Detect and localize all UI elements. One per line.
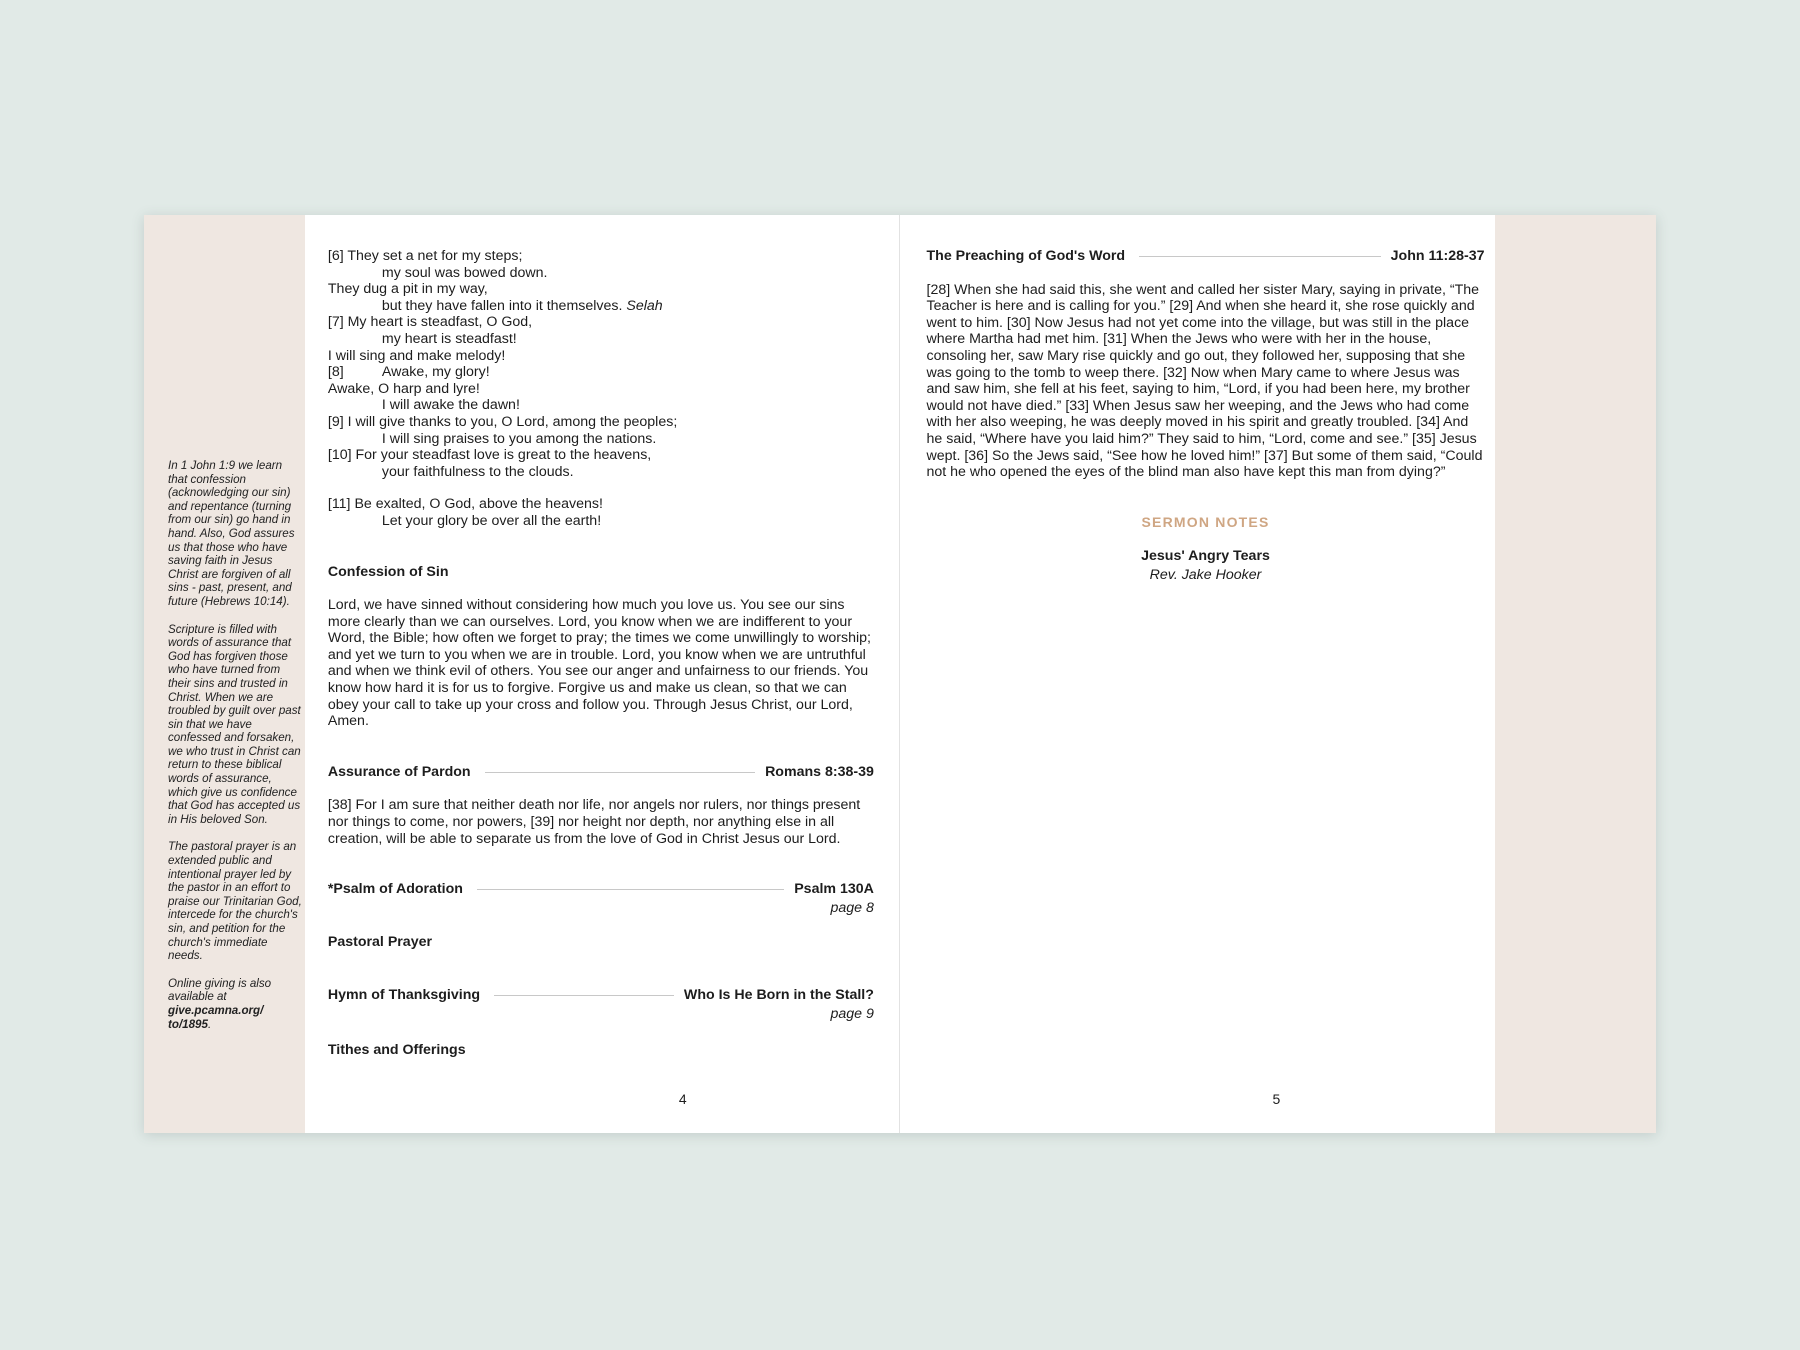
adoration-reference: Psalm 130A bbox=[794, 881, 874, 898]
adoration-heading: *Psalm of Adoration bbox=[327, 881, 463, 898]
sidebar-notes bbox=[168, 459, 302, 1045]
assurance-heading: Assurance of Pardon bbox=[327, 763, 471, 780]
psalm-line-text: but they have fallen into it themselves. bbox=[381, 297, 623, 314]
leader-rule bbox=[1139, 256, 1381, 257]
giving-prefix: Online giving is also available at bbox=[168, 976, 272, 1004]
assurance-reference: Romans 8:38-39 bbox=[765, 763, 874, 780]
tithes-heading: Tithes and Offerings bbox=[327, 1042, 466, 1059]
confession-heading: Confession of Sin bbox=[327, 563, 449, 580]
leader-rule bbox=[494, 995, 674, 996]
psalm-line: [6] They set a net for my steps; bbox=[327, 248, 523, 264]
psalm-line: They dug a pit in my way, bbox=[327, 281, 488, 298]
preaching-heading: The Preaching of God's Word bbox=[926, 248, 1126, 264]
leader-rule bbox=[477, 889, 784, 890]
preaching-reference: John 11:28-37 bbox=[1390, 248, 1485, 264]
sidebar-note-giving bbox=[168, 977, 302, 1031]
psalm-line bbox=[328, 364, 874, 381]
psalm-line: I will awake the dawn! bbox=[381, 397, 520, 414]
sidebar-note-prayer: The pastoral prayer is an extended public and intentional prayer led by the pastor in an effort to praise our Trinitarian God, intercede for the church's sin, and petition for the church's immediate needs. bbox=[168, 840, 302, 963]
page-5-content bbox=[927, 248, 1485, 584]
page-number: 4 bbox=[678, 1091, 687, 1107]
assurance-text: [38] For I am sure that neither death nor life, nor angels nor rulers, nor things present nor things to come, nor powers, [39] nor height nor depth, nor anything else in all creation, will be able to separate us from the love of God in Christ Jesus our Lord. bbox=[327, 797, 861, 847]
psalm-line: [7] My heart is steadfast, O God, bbox=[327, 314, 533, 331]
verse-number: [8] bbox=[327, 364, 344, 381]
hymn-page-ref: page 9 bbox=[830, 1005, 874, 1022]
page-4-content bbox=[328, 248, 874, 1059]
assurance-row bbox=[328, 764, 874, 781]
sermon-preacher: Rev. Jake Hooker bbox=[1149, 566, 1262, 583]
confession-text: Lord, we have sinned without considering how much you love us. You see our sins more clearly than we can ourselves. Lord, you know when we are indifferent to your Word, the Bible; how often we forget to pray; the times we come unwillingly to worship; and yet we turn to you when we are in trouble. Lord, you know when we are untruthful and when we think evil of others. You see our anger and unfairness to our friends. You know how hard it is for us to forgive. Forgive us and make us clean, so that we can obey your call to take up your cross and follow you. Through Jesus Christ, our Lord, Amen. bbox=[327, 597, 871, 730]
selah-word: Selah bbox=[626, 297, 663, 314]
hymn-reference: Who Is He Born in the Stall? bbox=[683, 987, 874, 1003]
psalm-line: Awake, O harp and lyre! bbox=[327, 380, 480, 397]
psalm-line bbox=[328, 298, 874, 315]
psalm-line: [11] Be exalted, O God, above the heavens! bbox=[327, 496, 603, 513]
pastoral-prayer-heading: Pastoral Prayer bbox=[327, 934, 432, 951]
right-margin-column bbox=[1495, 215, 1656, 1133]
giving-suffix: . bbox=[207, 1017, 212, 1031]
sermon-notes-heading: SERMON NOTES bbox=[1141, 513, 1270, 530]
psalm-line: my soul was bowed down. bbox=[381, 264, 548, 281]
sermon-title: Jesus' Angry Tears bbox=[1141, 548, 1270, 565]
psalm-line: I will sing and make melody! bbox=[327, 347, 506, 364]
sidebar-note-assurance: Scripture is filled with words of assurance that God has forgiven those who have turned from their sins and trusted in Christ. When we are troubled by guilt over past sin that we have confessed and forsaken, we who trust in Christ can return to these biblical words of assurance, which give us confidence that God has accepted us in His beloved Son. bbox=[168, 622, 301, 826]
psalm-line-text: Awake, my glory! bbox=[381, 364, 490, 381]
bulletin-spread bbox=[144, 215, 1656, 1133]
hymn-heading: Hymn of Thanksgiving bbox=[327, 987, 481, 1003]
page-4 bbox=[305, 215, 899, 1133]
scripture-text: [28] When she had said this, she went and called her sister Mary, saying in private, “The Teacher is here and is calling for you.” [29] And when she heard it, she rose quickly and went to him. [30] Now Jesus had not yet come into the village, but was still in the place where Martha had met him. [31] When the Jews who were with her in the house, consoling her, saw Mary rise quickly and go out, they followed her, supposing that she was going to the tomb to weep there. [32] Now when Mary came to where Jesus was and saw him, she fell at his feet, saying to him, “Lord, if you had been here, my brother would not have died.” [33] When Jesus saw her weeping, and the Jews who had come with her also weeping, he was deeply moved in his spirit and greatly troubled. [34] And he said, “Where have you laid him?” They said to him, “Lord, come and see.” [35] Jesus wept. [36] So the Jews said, “See how he loved him!” [37] But some of them said, “Could not he who opened the eyes of the blind man also have kept this man from dying?” bbox=[926, 281, 1483, 481]
hymn-row bbox=[328, 987, 874, 1004]
giving-link[interactable]: give.pcamna.org/ to/1895 bbox=[168, 1003, 264, 1031]
adoration-page-ref: page 8 bbox=[830, 899, 874, 916]
psalm-line: [9] I will give thanks to you, O Lord, among the peoples; bbox=[327, 413, 678, 430]
psalm-line: Let your glory be over all the earth! bbox=[381, 512, 602, 529]
page-5 bbox=[899, 215, 1496, 1133]
leader-rule bbox=[485, 772, 755, 773]
preaching-row bbox=[927, 248, 1485, 265]
adoration-row bbox=[328, 881, 874, 898]
psalm-line: your faithfulness to the clouds. bbox=[381, 463, 574, 480]
psalm-line: my heart is steadfast! bbox=[381, 330, 517, 347]
psalm-line: I will sing praises to you among the nations. bbox=[381, 430, 657, 447]
psalm-line: [10] For your steadfast love is great to the heavens, bbox=[327, 447, 652, 464]
sidebar-note-confession: In 1 John 1:9 we learn that confession (acknowledging our sin) and repentance (turning from our sin) go hand in hand. Also, God assures us that those who have saving faith in Jesus Christ are forgiven of all sins - past, present, and future (Hebrews 10:14). bbox=[168, 459, 295, 608]
left-margin-column bbox=[144, 215, 305, 1133]
page-number: 5 bbox=[1272, 1091, 1281, 1107]
